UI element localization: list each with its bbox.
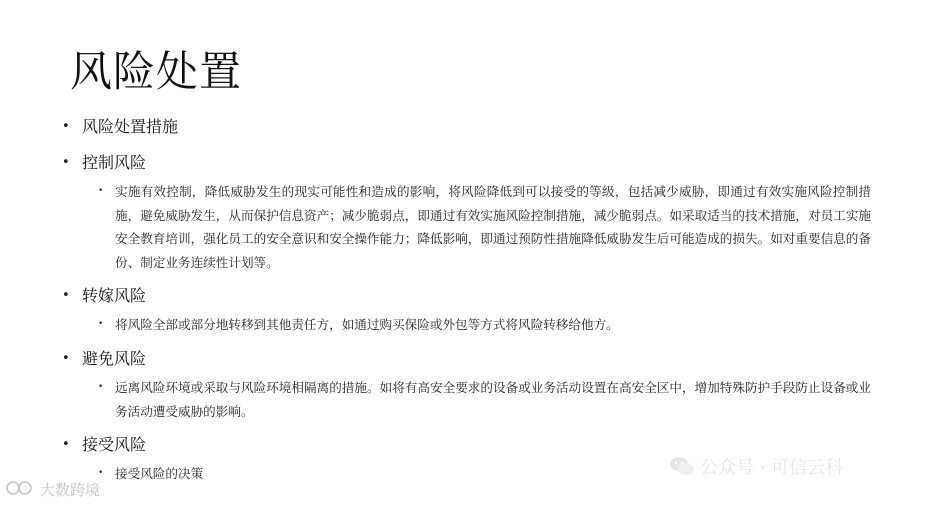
item-avoid-risk: 避免风险 bbox=[82, 349, 147, 368]
detail-transfer-risk: 将风险全部或部分地转移到其他责任方，如通过购买保险或外包等方式将风险转移给他方。 bbox=[115, 317, 619, 332]
bullet: • bbox=[62, 437, 70, 452]
sub-bullet: • bbox=[98, 382, 104, 392]
item-risk-treatment-measures: 风险处置措施 bbox=[82, 117, 179, 136]
watermark-left bbox=[6, 480, 100, 501]
item-control-risk: 控制风险 bbox=[82, 153, 147, 172]
sub-bullet: • bbox=[98, 319, 104, 329]
wechat-icon bbox=[668, 455, 696, 482]
detail-avoid-risk: 远离风险环境或采取与风险环境相隔离的措施。如将有高安全要求的设备或业务活动设置在高安全区中，增加特殊防护手段防止设备或业务活动遭受威胁的影响。 bbox=[115, 380, 871, 419]
watermark-left-text: 大数跨境 bbox=[40, 481, 101, 499]
bullet: • bbox=[62, 119, 70, 134]
bullet: • bbox=[62, 288, 70, 303]
watermark-right-text: 公众号 · 可信云科 bbox=[700, 457, 844, 479]
sub-bullet: • bbox=[98, 186, 104, 196]
item-accept-risk: 接受风险 bbox=[82, 435, 147, 454]
watermark-right bbox=[668, 455, 843, 482]
slide-title: 风险处置 bbox=[70, 47, 243, 96]
bullet: • bbox=[62, 155, 70, 170]
bullet: • bbox=[62, 351, 70, 366]
watermark-logo-icon bbox=[6, 480, 36, 501]
detail-control-risk: 实施有效控制，降低威胁发生的现实可能性和造成的影响，将风险降低到可以接受的等级，包括减少威胁，即通过有效实施风险控制措施，避免威胁发生，从而保护信息资产；减少脆弱点，即通过有效实施风险控制措施，减少脆弱点。如采取适当的技术措施，对员工实施安全教育培训，强化员工的安全意识和安全操作能力；降低影响，即通过预防性措施降低威胁发生后可能造成的损失。如对重要信息的备份、制定业务连续性计划等。 bbox=[115, 184, 871, 270]
sub-bullet: • bbox=[98, 468, 104, 478]
detail-accept-risk: 接受风险的决策 bbox=[115, 466, 204, 481]
item-transfer-risk: 转嫁风险 bbox=[82, 286, 147, 305]
